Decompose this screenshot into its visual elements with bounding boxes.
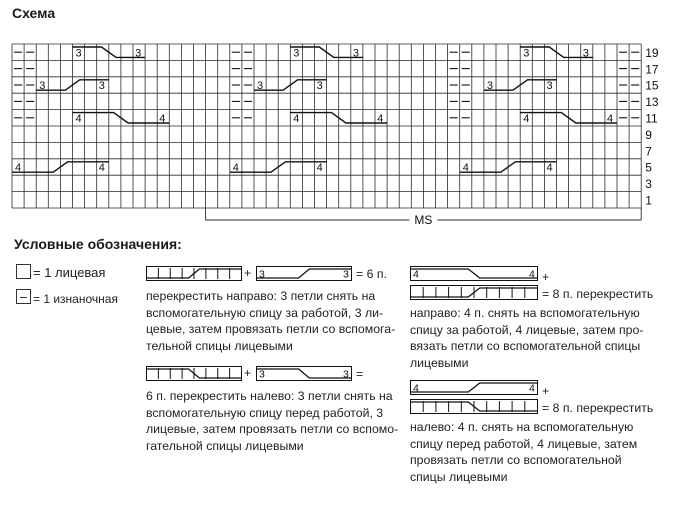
repeat-label: MS [414,213,433,227]
cable-left-3-eq: = [356,367,364,381]
cable-number: 4 [546,162,553,175]
cable-left-4-text: налево: 4 п. снять на вспомогательную спицу перед работой, 4 лицевые, затем провязать петли со вспомогательной спицы лицевыми [410,420,638,484]
cable-number: 3 [486,80,494,93]
cable-number: 3 [316,80,323,93]
cable-number: 3 [582,47,589,60]
cable-right-4-plus: + [542,270,550,284]
row-label: 15 [645,78,659,93]
cable-number: 4 [529,382,535,395]
row-label: 11 [645,111,658,126]
purl-label: = 1 изнаночная [33,292,118,306]
cable-right-3-knit-strip [146,266,242,282]
cable-left-4-plus: + [542,384,550,398]
cable-number: 4 [159,113,166,125]
knitting-chart [0,0,695,230]
cable-number: 3 [39,80,46,93]
cable-number: 4 [316,162,323,175]
cable-number: 3 [135,47,142,60]
legend-title: Условные обозначения: [14,236,182,252]
knit-label: = 1 лицевая [33,265,106,280]
purl-stitch-icon [16,289,31,304]
cable-number: 4 [413,382,419,395]
cable-right-4-text: направо: 4 п. снять на вспомогательную спицу за работой, 4 лицевые, затем про- вязать петли со вспомогательной спицы лицевыми [410,306,644,370]
cable-left-3-symbol [256,366,352,382]
cable-left-3-knit-strip [146,366,242,382]
cable-number: 3 [523,47,530,60]
cable-number: 4 [607,113,614,125]
cable-left-4-symbol [410,380,538,396]
cable-number: 4 [413,268,419,281]
cable-number: 4 [98,162,105,175]
cable-number: 3 [293,47,300,60]
row-label: 3 [645,177,652,192]
cable-number: 3 [257,80,264,93]
page-title: Схема [12,5,56,21]
cable-number: 3 [546,80,553,93]
chart-grid [12,44,641,208]
cable-number: 3 [343,368,349,381]
row-label: 19 [645,45,659,60]
knit-stitch-icon [16,264,31,279]
cable-number: 4 [377,113,384,125]
cable-number: 4 [15,162,22,175]
row-label: 1 [645,193,652,208]
cable-right-3-plus: + [244,266,252,280]
row-label: 17 [645,62,659,77]
cable-number: 4 [462,162,469,175]
cable-right-4-symbol [410,266,538,282]
cable-right-3-text: перекрестить направо: 3 петли снять на вспомогательную спицу за работой, 3 ли- цевые, затем провязать петли со вспомога- тельной спицы лицевыми [146,289,396,353]
cable-number: 3 [343,268,349,281]
cable-number: 3 [98,80,105,93]
cable-left-4-knit-strip [410,399,538,415]
cable-left-3-text: 6 п. перекрестить налево: 3 петли снять на вспомогательную спицу перед работой, 3 лицевые, затем провязать петли со вспомо- гательной спицы лицевыми [146,389,399,453]
cable-number: 4 [523,113,530,125]
cable-number: 3 [75,47,82,60]
row-label: 9 [645,127,652,142]
cable-number: 3 [259,268,265,281]
row-labels [645,46,659,208]
row-label: 7 [645,144,652,159]
cable-number: 3 [352,47,360,60]
row-label: 13 [645,95,659,110]
cable-right-4-eq: = 8 п. перекрестить [542,287,654,301]
cable-right-3-eq: = 6 п. [356,267,387,281]
cable-number: 4 [232,162,239,175]
row-label: 5 [645,160,652,175]
cable-number: 4 [293,113,300,125]
cable-number: 4 [529,268,535,281]
cable-left-3-plus: + [244,366,252,380]
cable-number: 3 [259,368,265,381]
cable-left-4-eq: = 8 п. перекрестить [542,401,654,415]
cable-number: 4 [75,113,82,125]
cable-right-3-symbol [256,266,352,282]
cable-right-4-knit-strip [410,285,538,301]
